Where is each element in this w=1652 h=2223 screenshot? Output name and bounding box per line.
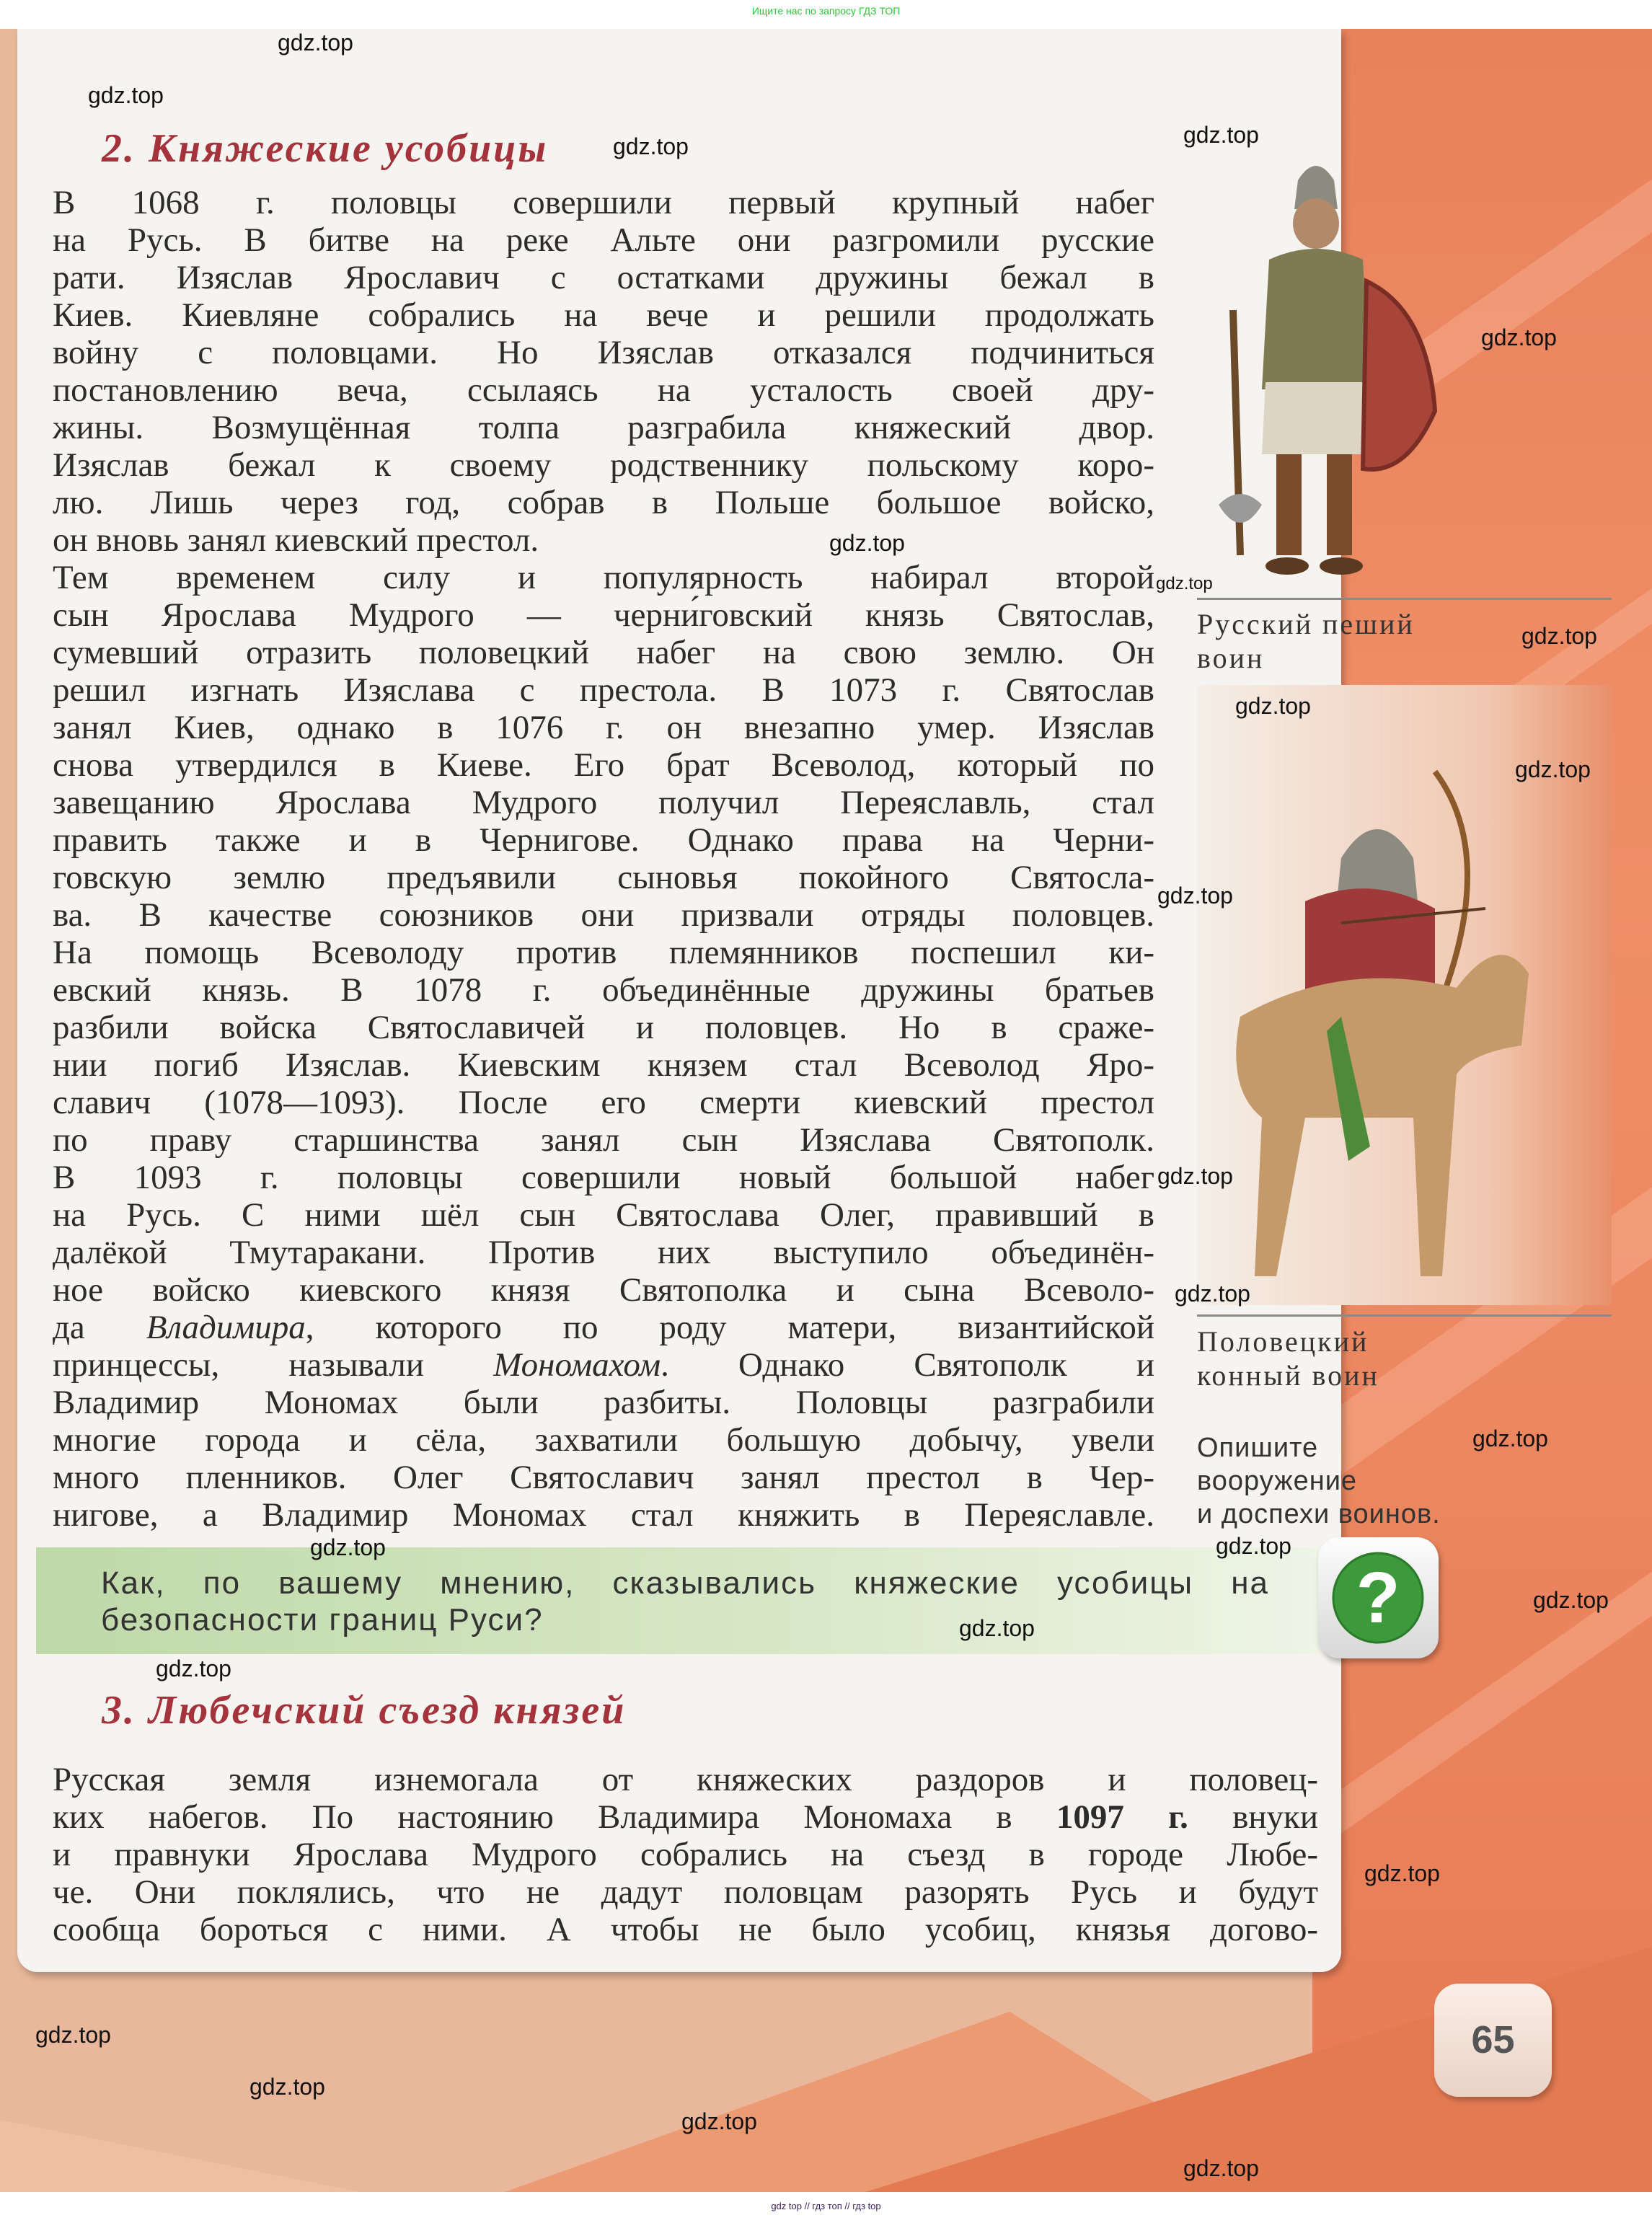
watermark-text: gdz.top	[1515, 756, 1591, 782]
watermark-text: gdz.top	[959, 1615, 1035, 1641]
horse-archer-illustration	[1197, 714, 1612, 1305]
text-segment: ва. В качестве союзников они призвали отряды половцев.	[53, 896, 1154, 934]
text-segment: да	[53, 1309, 146, 1346]
text-line	[53, 334, 1154, 371]
watermark-text: gdz.top	[1156, 574, 1213, 593]
section-2-body	[53, 184, 1154, 1534]
top-banner	[0, 0, 1652, 29]
text-line	[53, 1271, 1154, 1309]
text-line	[53, 634, 1154, 671]
text-segment: че. Они поклялись, что не дадут половцам разорять Русь и будут	[53, 1873, 1318, 1911]
text-line	[53, 1196, 1154, 1234]
text-segment: рати. Изяслав Ярославич с остатками дружины бежал в	[53, 259, 1154, 296]
text-line	[53, 596, 1154, 634]
text-line	[53, 1159, 1154, 1196]
watermark-text: gdz.top	[1157, 883, 1233, 909]
text-segment: снова утвердился в Киеве. Его брат Всеволод, который по	[53, 746, 1154, 784]
top-banner-text: Ищите нас по запросу ГДЗ ТОП	[751, 5, 901, 17]
text-line	[53, 1873, 1318, 1911]
foot-warrior-illustration	[1190, 151, 1478, 598]
task-describe-armor: Опишите вооружение и доспехи воинов.	[1197, 1433, 1441, 1529]
watermark-text: gdz.top	[278, 30, 353, 56]
text-segment: В 1068 г. половцы совершили первый крупный набег	[53, 184, 1154, 221]
text-segment: . Однако Святополк и	[661, 1346, 1154, 1384]
section-3-heading: 3. Любечский съезд князей	[102, 1688, 627, 1733]
text-line	[53, 971, 1154, 1009]
text-line	[53, 1234, 1154, 1271]
text-line	[53, 559, 1154, 596]
text-line	[53, 259, 1154, 296]
watermark-text: gdz.top	[156, 1656, 231, 1681]
text-segment: ное войско киевского князя Святополка и сына Всеволо-	[53, 1271, 1154, 1309]
text-line	[53, 1084, 1154, 1121]
text-segment: Владимира	[146, 1309, 306, 1346]
svg-text:?: ?	[1356, 1557, 1400, 1638]
text-line	[53, 1761, 1318, 1798]
text-line	[53, 821, 1154, 859]
text-segment: править также и в Чернигове. Однако права на Черни-	[53, 821, 1154, 859]
watermark-text: gdz.top	[1364, 1860, 1440, 1886]
text-line	[53, 1009, 1154, 1046]
text-line	[53, 671, 1154, 709]
text-line	[53, 709, 1154, 746]
text-segment: постановлению веча, ссылаясь на усталость своей дру-	[53, 371, 1154, 409]
text-line	[53, 1459, 1154, 1496]
watermark-text: gdz.top	[1235, 693, 1311, 719]
text-line	[53, 296, 1154, 334]
text-segment: Тем временем силу и популярность набирал второй	[53, 559, 1154, 596]
text-segment: говскую землю предъявили сыновья покойного Святосла-	[53, 859, 1154, 896]
text-line	[53, 371, 1154, 409]
caption-horse-archer: Половецкий конный воин	[1197, 1325, 1379, 1392]
text-segment: по праву старшинства занял сын Изяслава Святополк.	[53, 1121, 1154, 1159]
watermark-text: gdz.top	[1175, 1281, 1250, 1307]
caption-rule	[1197, 1314, 1612, 1317]
text-segment: он вновь занял киевский престол.	[53, 521, 539, 559]
text-line	[53, 896, 1154, 934]
text-segment: Киев. Киевляне собрались на вече и решили продолжать	[53, 296, 1154, 334]
text-segment: на Русь. С ними шёл сын Святослава Олег, правивший в	[53, 1196, 1154, 1234]
watermark-text: gdz.top	[829, 530, 905, 556]
text-segment: далёкой Тмутаракани. Против них выступило объединён-	[53, 1234, 1154, 1271]
watermark-text: gdz.top	[1533, 1587, 1609, 1613]
text-segment: занял Киев, однако в 1076 г. он внезапно умер. Изяслав	[53, 709, 1154, 746]
text-segment: Мономахом	[493, 1346, 661, 1384]
text-segment: Владимир Мономах были разбиты. Половцы разграбили	[53, 1384, 1154, 1421]
text-segment: 1097 г.	[1056, 1798, 1188, 1836]
watermark-text: gdz.top	[613, 133, 689, 159]
text-line	[53, 1121, 1154, 1159]
caption-foot-warrior: Русский пеший воин	[1197, 608, 1415, 674]
section-2-heading: 2. Княжеские усобицы	[102, 126, 549, 171]
text-line	[53, 1309, 1154, 1346]
text-line	[53, 484, 1154, 521]
text-segment: многие города и сёла, захватили большую добычу, увели	[53, 1421, 1154, 1459]
text-segment: евский князь. В 1078 г. объединённые дружины братьев	[53, 971, 1154, 1009]
text-line	[53, 221, 1154, 259]
watermark-text: gdz.top	[681, 2108, 757, 2134]
watermark-text: gdz.top	[1521, 623, 1597, 649]
text-segment: В 1093 г. половцы совершили новый большой набег	[53, 1159, 1154, 1196]
text-segment: решил изгнать Изяслава с престола. В 1073 г. Святослав	[53, 671, 1154, 709]
watermark-text: gdz.top	[1472, 1426, 1548, 1451]
text-segment: нии погиб Изяслав. Киевским князем стал Всеволод Яро-	[53, 1046, 1154, 1084]
text-segment: внуки	[1188, 1798, 1318, 1836]
text-segment: нигове, а Владимир Мономах стал княжить в Переяславле.	[53, 1496, 1154, 1534]
footer: gdz top // гдз топ // гдз top	[0, 2192, 1652, 2223]
text-segment: сын Ярослава Мудрого — черни́говский князь Святослав,	[53, 596, 1154, 634]
text-line	[53, 1496, 1154, 1534]
text-line	[53, 446, 1154, 484]
text-line	[53, 859, 1154, 896]
watermark-text: gdz.top	[1183, 122, 1259, 148]
text-line	[53, 784, 1154, 821]
watermark-text: gdz.top	[88, 82, 164, 108]
caption-rule	[1197, 598, 1612, 600]
text-segment: на Русь. В битве на реке Альте они разгромили русские	[53, 221, 1154, 259]
text-line	[53, 1346, 1154, 1384]
text-segment: разбили войска Святославичей и половцев. Но в сраже-	[53, 1009, 1154, 1046]
question-text: Как, по вашему мнению, сказывались княжеские усобицы на безопасности границ Руси?	[101, 1565, 1269, 1638]
question-icon	[1318, 1537, 1439, 1658]
text-segment: войну с половцами. Но Изяслав отказался подчиниться	[53, 334, 1154, 371]
text-segment: , которого по роду матери, византийской	[305, 1309, 1154, 1346]
text-line	[53, 1421, 1154, 1459]
watermark-text: gdz.top	[1157, 1163, 1233, 1189]
text-line	[53, 1798, 1318, 1836]
text-line	[53, 1384, 1154, 1421]
text-segment: сообща бороться с ними. А чтобы не было усобиц, князья догово-	[53, 1911, 1318, 1948]
watermark-text: gdz.top	[1183, 2155, 1259, 2181]
text-line	[53, 184, 1154, 221]
text-line	[53, 934, 1154, 971]
watermark-text: gdz.top	[1481, 324, 1557, 350]
text-line	[53, 746, 1154, 784]
text-segment: завещанию Ярослава Мудрого получил Переяславль, стал	[53, 784, 1154, 821]
text-segment: и правнуки Ярослава Мудрого собрались на съезд в городе Любе-	[53, 1836, 1318, 1873]
text-segment: много пленников. Олег Святославич занял престол в Чер-	[53, 1459, 1154, 1496]
text-segment: ких набегов. По настоянию Владимира Мономаха в	[53, 1798, 1056, 1836]
page-number: 65	[1434, 1984, 1552, 2097]
text-segment: принцессы, называли	[53, 1346, 494, 1384]
text-segment: славич (1078—1093). После его смерти киевский престол	[53, 1084, 1154, 1121]
text-segment: На помощь Всеволоду против племянников поспешил ки-	[53, 934, 1154, 971]
text-segment: Изяслав бежал к своему родственнику польскому коро-	[53, 446, 1154, 484]
text-segment: жины. Возмущённая толпа разграбила княжеский двор.	[53, 409, 1154, 446]
text-segment: лю. Лишь через год, собрав в Польше большое войско,	[53, 484, 1154, 521]
section-3-body	[53, 1761, 1318, 1948]
text-segment: Русская земля изнемогала от княжеских раздоров и половец-	[53, 1761, 1318, 1798]
watermark-text: gdz.top	[249, 2074, 325, 2100]
text-line	[53, 1046, 1154, 1084]
watermark-text: gdz.top	[35, 2022, 111, 2048]
text-segment: сумевший отразить половецкий набег на свою землю. Он	[53, 634, 1154, 671]
text-line	[53, 1836, 1318, 1873]
text-line	[53, 1911, 1318, 1948]
text-line	[53, 409, 1154, 446]
watermark-text: gdz.top	[1216, 1533, 1291, 1559]
watermark-text: gdz.top	[310, 1534, 386, 1560]
text-line	[53, 521, 1154, 559]
